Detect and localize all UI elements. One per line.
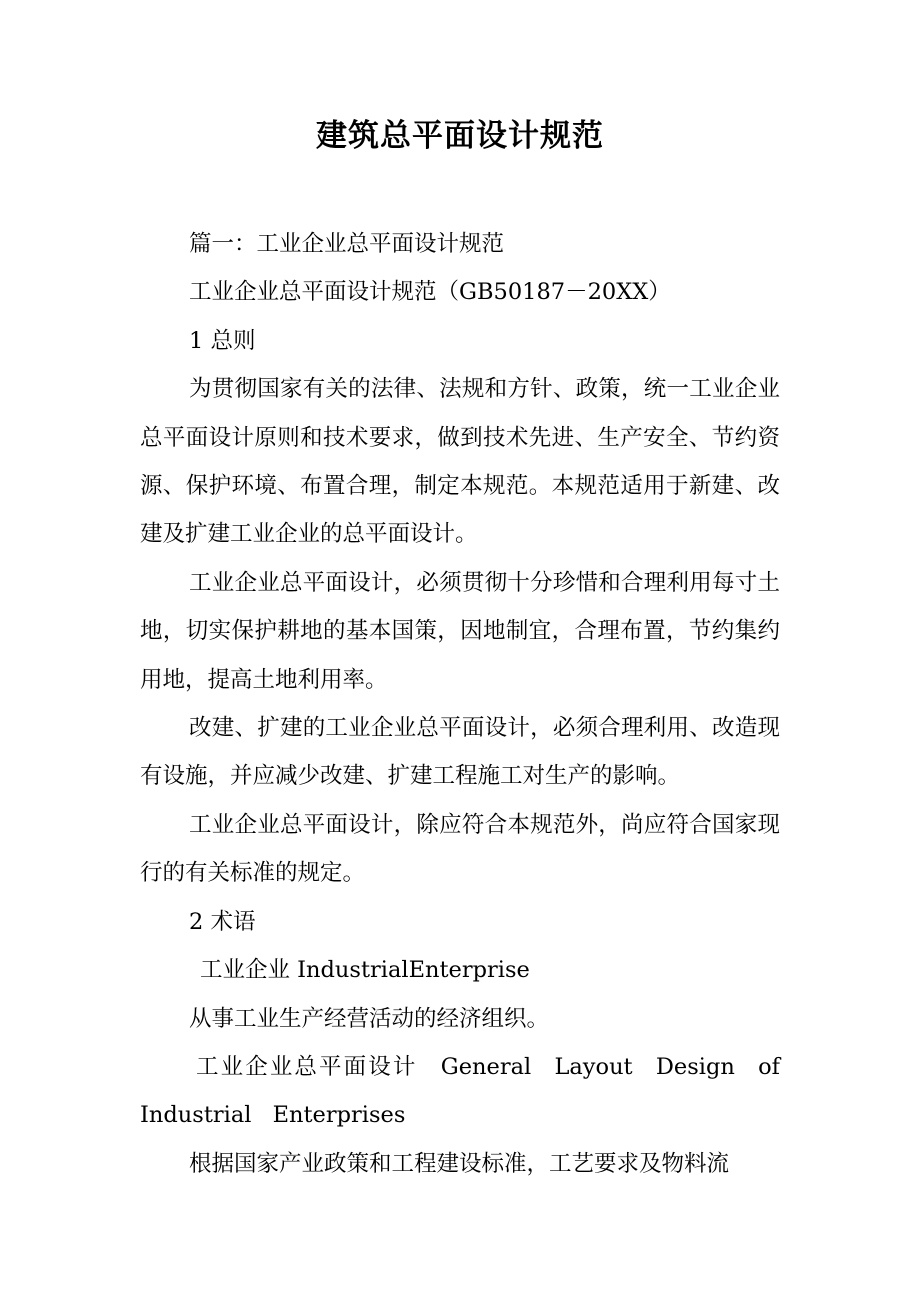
term-definition-layout-design: 根据国家产业政策和工程建设标准，工艺要求及物料流 [189,1150,730,1177]
section-heading-part-one: 篇一：工业企业总平面设计规范 [189,231,505,257]
term-general-layout-design: 工业企业总平面设计 General Layout Design of Industrial Enterprises [140,1053,780,1129]
chapter-heading-terms: 2 术语 [189,908,256,935]
document-body [140,220,780,1188]
chapter-heading-general: 1 总则 [189,327,256,354]
paragraph-compliance: 工业企业总平面设计，除应符合本规范外，尚应符合国家现行的有关标准的规定。 [140,811,780,887]
paragraph-land-use: 工业企业总平面设计，必须贯彻十分珍惜和合理利用每寸土地，切实保护耕地的基本国策，因地制宜，合理布置，节约集约用地，提高土地利用率。 [140,569,780,693]
document-title: 建筑总平面设计规范 [316,118,604,154]
standard-title: 工业企业总平面设计规范（GB50187－20XX） [189,279,671,306]
term-definition-enterprise: 从事工业生产经营活动的经济组织。 [189,1005,550,1032]
paragraph-renovation: 改建、扩建的工业企业总平面设计，必须合理利用、改造现有设施，并应减少改建、扩建工程施工对生产的影响。 [140,715,780,790]
paragraph-purpose: 为贯彻国家有关的法律、法规和方针、政策，统一工业企业总平面设计原则和技术要求，做到技术先进、生产安全、节约资源、保护环境、布置合理，制定本规范。本规范适用于新建、改建及扩建工业企业的总平面设计。 [140,376,780,548]
term-industrial-enterprise: 工业企业 IndustrialEnterprise [200,957,530,984]
